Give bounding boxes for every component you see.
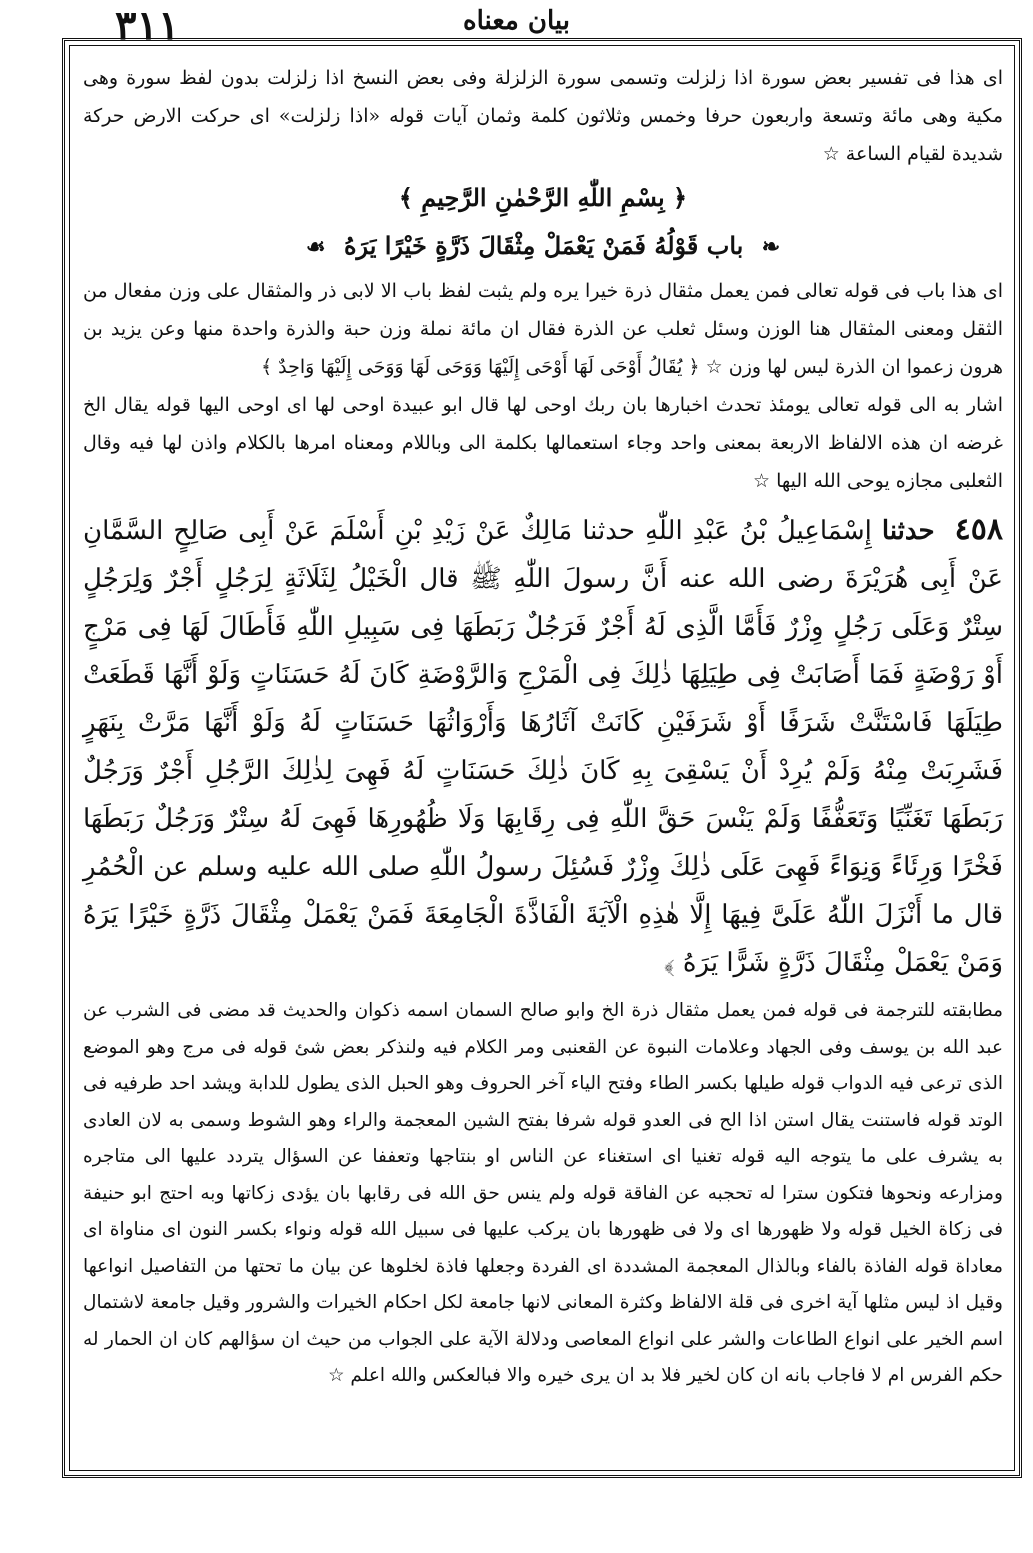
explanation-paragraph: اى هذا باب فى قوله تعالى فمن يعمل مثقال ذرة خيرا يره ولم يثبت لفظ باب الا لابى ذر والمثقال على وزن مفعال من الثقل ومعنى المثقال هنا الوزن وسئل ثعلب عن الذرة فقال ان مائة نملة وزن حبة والذرة واحدة منها وعن يزيد بن هرون زعموا ان الذرة ليس لها وزن ☆ ﴿ يُقَالُ أَوْحَى لَهَا أَوْحَى إِلَيْهَا وَوَحَى لَهَا وَوَحَى إِلَيْهَا وَاحِدٌ ﴾ xyxy=(83,280,1003,378)
hadith-block xyxy=(83,506,1003,987)
basmala-text: ﴿ بِسْمِ اللّٰهِ الرَّحْمٰنِ الرَّحِيمِ ﴾ xyxy=(398,183,688,212)
page-frame xyxy=(62,38,1022,1478)
page-body xyxy=(83,59,1003,1465)
hadith-text: إِسْمَاعِيلُ بْنُ عَبْدِ اللّٰهِ حدثنا مَالِكٌ عَنْ زَيْدِ بْنِ أَسْلَمَ عَنْ أَبِى صَالِحٍ السَّمَّانِ عَنْ أَبِى هُرَيْرَةَ رضى الله عنه أَنَّ رسولَ اللّٰهِ ﷺ قال الْخَيْلُ لِثَلَاثَةٍ لِرَجُلٍ أَجْرٌ وَلِرَجُلٍ سِتْرٌ وَعَلَى رَجُلٍ وِزْرٌ فَأَمَّا الَّذِى لَهُ أَجْرٌ فَرَجُلٌ رَبَطَهَا فِى سَبِيلِ اللّٰهِ فَأَطَالَ لَهَا فِى مَرْجٍ أَوْ رَوْضَةٍ فَمَا أَصَابَتْ فِى طِيَلِهَا ذٰلِكَ فِى الْمَرْجِ وَالرَّوْضَةِ كَانَ لَهُ حَسَنَاتٍ وَلَوْ أَنَّهَا قَطَعَتْ طِيَلَهَا فَاسْتَنَّتْ شَرَفًا أَوْ شَرَفَيْنِ كَانَتْ آثَارُهَا وَأَرْوَاثُهَا حَسَنَاتٍ لَهُ وَلَوْ أَنَّهَا مَرَّتْ بِنَهَرٍ فَشَرِبَتْ مِنْهُ وَلَمْ يُرِدْ أَنْ يَسْقِىَ بِهِ كَانَ ذٰلِكَ حَسَنَاتٍ لَهُ فَهِىَ لِذٰلِكَ الرَّجُلِ أَجْرٌ وَرَجُلٌ رَبَطَهَا تَغَنِّيًا وَتَعَفُّفًا وَلَمْ يَنْسَ حَقَّ اللّٰهِ فِى رِقَابِهَا وَلَا ظُهُورِهَا فَهِىَ لَهُ سِتْرٌ وَرَجُلٌ رَبَطَهَا فَخْرًا وَرِئَاءً وَنِوَاءً فَهِىَ عَلَى ذٰلِكَ وِزْرٌ فَسُئِلَ رسولُ اللّٰهِ صلى الله عليه وسلم عن الْحُمُرِ قال ما أَنْزَلَ اللّٰهُ عَلَىَّ فِيهَا إِلَّا هٰذِهِ الْآيَةَ الْفَاذَّةَ الْجَامِعَةَ فَمَنْ يَعْمَلْ مِثْقَالَ ذَرَّةٍ خَيْرًا يَرَهُ وَمَنْ يَعْمَلْ مِثْقَالَ ذَرَّةٍ شَرًّا يَرَهُ ﴾ xyxy=(83,516,1003,978)
bab-heading xyxy=(83,223,1003,270)
basmala xyxy=(83,175,1003,221)
hadith-number: ٤٥٨ xyxy=(954,512,1004,547)
bab-heading-text: باب قَوْلُهُ فَمَنْ يَعْمَلْ مِثْقَالَ ذَرَّةٍ خَيْرًا يَرَهُ xyxy=(343,231,744,260)
ornament-right-icon: ❧ xyxy=(761,234,781,260)
intro-paragraph: اى هذا فى تفسير بعض سورة اذا زلزلت وتسمى سورة الزلزلة وفى بعض النسخ اذا زلزلت بدون لفظ سورة وهى مكية وهى مائة وتسعة واربعون حرفا وخمس وثلاثون كلمة وثمان آيات قوله «اذا زلزلت» اى حركت الارض حركة شديدة لقيام الساعة ☆ xyxy=(83,67,1003,165)
commentary-paragraph-2: مطابقته للترجمة فى قوله فمن يعمل مثقال ذرة الخ وابو صالح السمان اسمه ذكوان والحديث قد مضى فى الشرب عن عبد الله بن يوسف وفى الجهاد وعلامات النبوة عن القعنبى ومر الكلام فيه ولنذكر بعض شئ قوله فى مرج وهو الموضع الذى ترعى فيه الدواب قوله طيلها بكسر الطاء وفتح الياء آخر الحروف وهو الحبل الذى يطول للدابة ويشد احد طرفيه فى الوتد قوله فاستنت يقال استن اذا الح فى العدو قوله شرفا بفتح الشين المعجمة والراء وهو الشوط وسمى به لان العادى به يشرف على ما يتوجه اليه قوله تغنيا اى استغناء عن الناس او بنتاجها وتعففا عن السؤال يتردد عليها الى متاجره ومزارعه ونحوها فتكون سترا له تحجبه عن الفاقة قوله ولم ينس حق الله فى رقابها بان يؤدى زكاتها وبه احتج ابو حنيفة فى زكاة الخيل قوله ولا ظهورها اى ولا فى ظهورها بان يركب عليها فى سبيل الله قوله ونواء بكسر النون اى مناواة اى معاداة قوله الفاذة بالفاء وبالذال المعجمة المشددة اى الفردة وجعلها فاذة لخلوها عن بيان ما تحتها من التفاصيل انواعها وقيل اذ ليس مثلها آية اخرى فى قلة الالفاظ وكثرة المعانى لانها جامعة لكل احكام الخيرات والشرور وقيل جامعة لاشتمال اسم الخير على انواع الطاعات والشر على انواع المعاصى ودلالة الآية على الجواب من حيث ان سؤالهم كان ان الحمار له حكم الفرس ام لا فاجاب بانه ان كان لخير فلا بد ان يرى خيره والا فبالعكس والله اعلم ☆ xyxy=(83,1000,1003,1386)
commentary-paragraph-1: اشار به الى قوله تعالى يومئذ تحدث اخبارها بان ربك اوحى لها قال ابو عبيدة اوحى لها اى اوحى اليها قوله يقال الخ غرضه ان هذه الالفاظ الاربعة بمعنى واحد وجاء استعمالها بكلمة الى وباللام ومعناه امرها بالكلام واذن لها فيه وقال الثعلبى مجازه يوحى الله اليها ☆ xyxy=(83,394,1003,492)
ornament-left-icon: ☙ xyxy=(305,234,326,260)
page-number: ٣١١ xyxy=(115,2,180,49)
running-title: بيان معناه xyxy=(462,6,570,36)
hadith-opener: حدثنا xyxy=(881,516,935,546)
